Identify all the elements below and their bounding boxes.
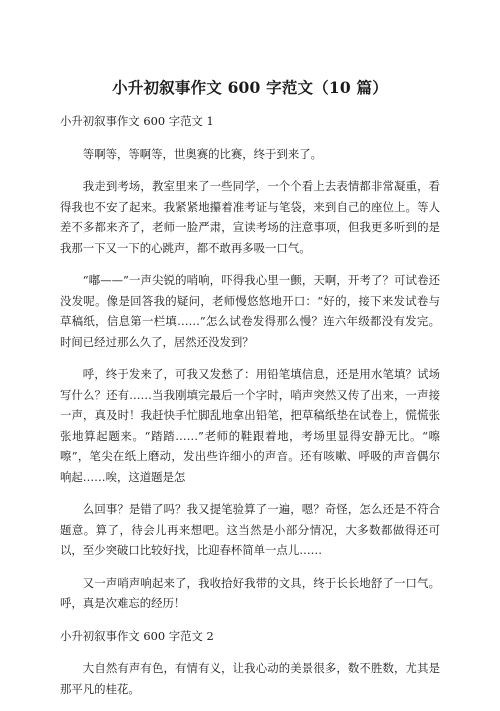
paragraph: 大自然有声有色，有情有义，让我心动的美景很多，数不胜数，尤其是那平凡的桂花。	[60, 661, 440, 696]
essay-heading: 小升初叙事作文 600 字范文 1	[60, 114, 214, 128]
paragraph: 么回事？是错了吗？我又提笔验算了一遍，嗯？奇怪，怎么还是不符合题意。算了，待会儿再来想吧。这当然是小部分情况，大多数都做得还可以，至少突破口比较好找，比迎春杯简单一点儿……	[60, 502, 440, 557]
document-title: 小升初叙事作文 600 字范文（10 篇）	[112, 78, 388, 97]
paragraph: 又一声哨声响起来了，我收拾好我带的文具，终于长长地舒了一口气。呼，真是次难忘的经历！	[60, 575, 440, 610]
paragraph: 呼，终于发来了，可我又发愁了：用铅笔填信息，还是用水笔填？试场写什么？还有……当我刚填完最后一个字时，哨声突然又传了出来，一声接一声，真及时！我赶快手忙脚乱地拿出铅笔，把草稿纸垫在试卷上，慌慌张张地算起题来。“踏踏……”老师的鞋跟着地，考场里显得安静无比。“嚓嚓”，笔尖在纸上磨动，发出些许细小的声音。还有咳嗽、呼吸的声音偶尔响起……唉，这道题是怎	[60, 367, 440, 484]
essay-heading: 小升初叙事作文 600 字范文 2	[60, 628, 214, 643]
document-body	[60, 111, 440, 711]
paragraph: 我走到考场，教室里来了一些同学，一个个看上去表情都非常凝重，看得我也不安了起来。我紧紧地攥着准考证与笔袋，来到自己的座位上。等人差不多都来齐了，老师一脸严肃，宣读考场的注意事项，但我更多听到的是我那一下又一下的心跳声，都不敢再多吸一口气。	[60, 179, 440, 255]
paragraph: “嘟——”一声尖锐的哨响，吓得我心里一颤，天啊，开考了？可试卷还没发呢。像是回答我的疑问，老师慢悠悠地开口：“好的，接下来发试卷与草稿纸，信息第一栏填……”怎么试卷发得那么慢？连六年级都没有发完。时间已经过那么久了，居然还没发到？	[60, 273, 440, 349]
paragraph: 等啊等，等啊等，世奥赛的比赛，终于到来了。	[82, 146, 323, 161]
